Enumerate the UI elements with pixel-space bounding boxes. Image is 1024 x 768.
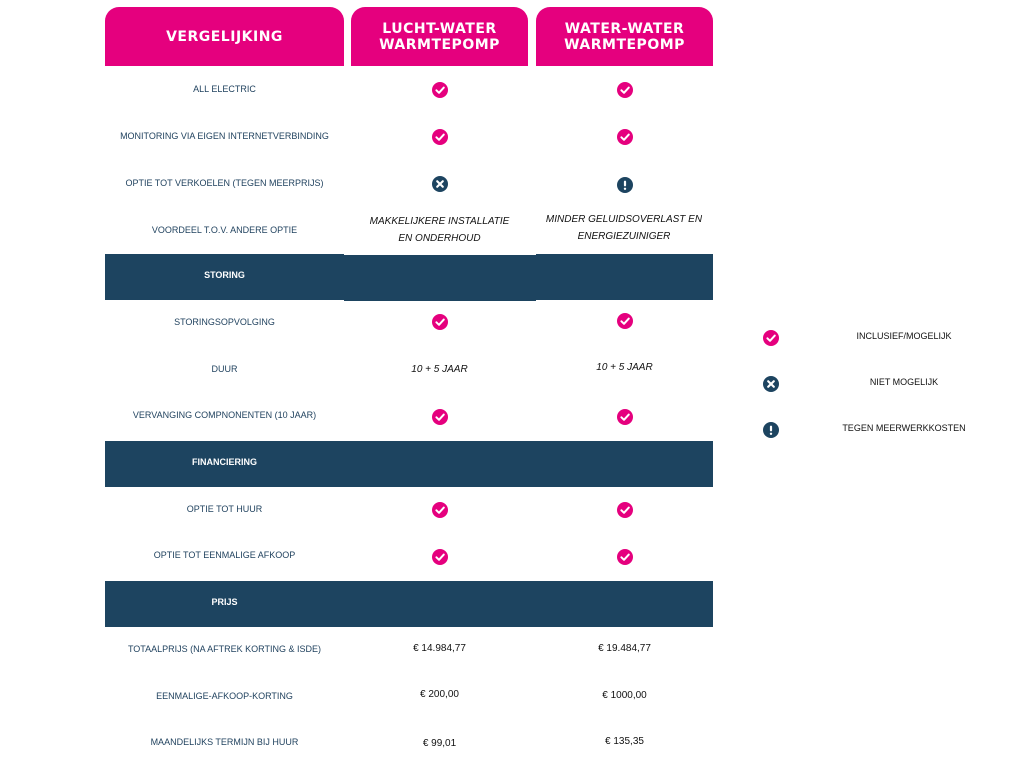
- row-label: OPTIE TOT EENMALIGE AFKOOP: [153, 550, 296, 560]
- header-col1-line1: LUCHT-WATER: [382, 20, 497, 37]
- legend-label: TEGEN MEERWERKKOSTEN: [842, 423, 966, 433]
- row-col2: [536, 80, 713, 100]
- row-col2: [536, 127, 713, 147]
- row-col1-value: € 14.984,77: [413, 642, 466, 654]
- row-col2: [536, 500, 713, 520]
- header-lucht-water: [351, 7, 528, 66]
- exclamation-icon: [763, 422, 779, 438]
- row-col2-value: € 135,35: [605, 735, 644, 747]
- row-col1: [351, 174, 528, 194]
- row-col2-value: € 1000,00: [602, 689, 647, 701]
- section-financiering: FINANCIERING: [192, 457, 257, 467]
- row-col1: [351, 407, 528, 427]
- row-col2-text: MINDER GELUIDSOVERLAST EN ENERGIEZUINIGER: [545, 214, 703, 242]
- row-col1: [351, 127, 528, 147]
- row-col1-text: 10 + 5 JAAR: [411, 363, 468, 375]
- row-col1-value: € 200,00: [420, 688, 459, 700]
- row-label: MONITORING VIA EIGEN INTERNETVERBINDING: [120, 131, 329, 141]
- section-storing: STORING: [204, 270, 245, 280]
- check-icon: [432, 549, 448, 565]
- row-col1: [351, 80, 528, 100]
- section-prijs: PRIJS: [211, 597, 238, 607]
- legend-item: [763, 330, 779, 346]
- row-col1-value: € 99,01: [422, 737, 457, 749]
- legend-item: [763, 376, 779, 392]
- row-label: VOORDEEL T.O.V. ANDERE OPTIE: [151, 225, 298, 235]
- check-icon: [763, 330, 779, 346]
- check-icon: [432, 129, 448, 145]
- legend-label: INCLUSIEF/MOGELIJK: [856, 331, 952, 341]
- legend-label: NIET MOGELIJK: [869, 377, 939, 387]
- check-icon: [617, 409, 633, 425]
- header-col1-line2: WARMTEPOMP: [379, 36, 500, 53]
- row-label: VERVANGING COMPNONENTEN (10 JAAR): [132, 410, 317, 420]
- row-label: ALL ELECTRIC: [193, 84, 256, 94]
- exclamation-icon: [617, 177, 633, 193]
- check-icon: [432, 502, 448, 518]
- check-icon: [617, 313, 633, 329]
- check-icon: [617, 549, 633, 565]
- legend-item: [763, 422, 779, 438]
- cross-icon: [432, 176, 448, 192]
- row-col1: [351, 312, 528, 332]
- row-col2-text: 10 + 5 JAAR: [596, 361, 653, 373]
- row-label: OPTIE TOT HUUR: [186, 504, 263, 514]
- row-col1: [351, 500, 528, 520]
- row-label: EENMALIGE-AFKOOP-KORTING: [156, 691, 293, 701]
- header-water-water: [536, 7, 713, 66]
- row-label: OPTIE TOT VERKOELEN (TEGEN MEERPRIJS): [125, 178, 324, 188]
- header-col2-line1: WATER-WATER: [564, 20, 685, 37]
- row-label: MAANDELIJKS TERMIJN BIJ HUUR: [150, 737, 299, 747]
- cross-icon: [763, 376, 779, 392]
- row-col2: [536, 407, 713, 427]
- row-label: DUUR: [211, 364, 238, 374]
- row-col2: [536, 311, 713, 331]
- header-vergelijking: [105, 7, 344, 66]
- check-icon: [617, 82, 633, 98]
- row-label: STORINGSOPVOLGING: [174, 317, 275, 327]
- row-col1-text: MAKKELIJKERE INSTALLATIE EN ONDERHOUD: [369, 216, 510, 244]
- section-band: [536, 254, 713, 300]
- check-icon: [432, 314, 448, 330]
- row-col2: [536, 175, 713, 195]
- check-icon: [432, 82, 448, 98]
- row-label: TOTAALPRIJS (NA AFTREK KORTING & ISDE): [127, 644, 322, 654]
- row-col2-value: € 19.484,77: [598, 642, 651, 654]
- row-col1: [351, 547, 528, 567]
- check-icon: [617, 502, 633, 518]
- check-icon: [432, 409, 448, 425]
- check-icon: [617, 129, 633, 145]
- header-col2-line2: WARMTEPOMP: [564, 36, 685, 53]
- row-col2: [536, 547, 713, 567]
- header-title: VERGELIJKING: [166, 28, 283, 45]
- section-band: [344, 255, 536, 301]
